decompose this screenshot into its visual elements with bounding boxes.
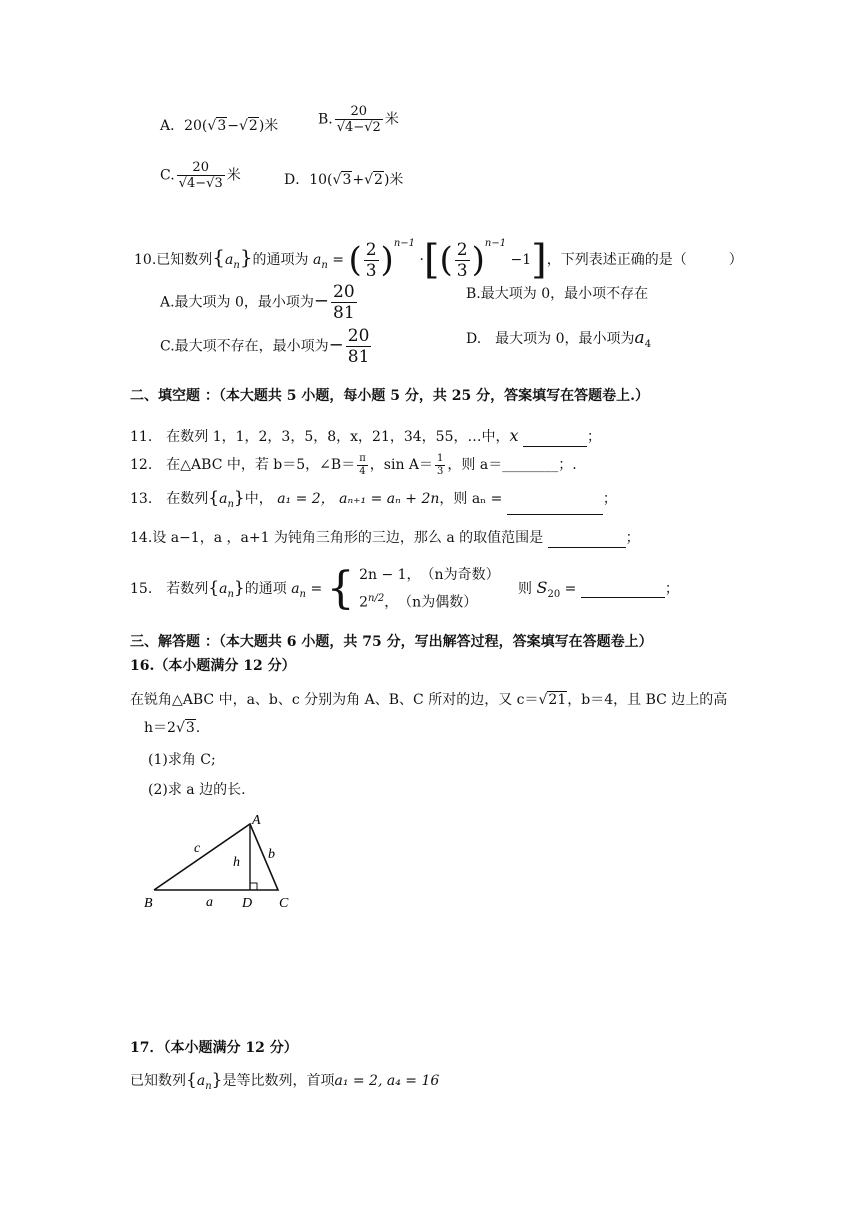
q15-answer-blank[interactable] bbox=[581, 581, 665, 598]
section-3-heading: 三、解答题 ：（本大题共 6 小题，共 75 分，写出解答过程，答案填写在答题卷上） bbox=[130, 634, 653, 650]
q9-option-c: C. $\frac{20}{√4-√3}$ 米 bbox=[160, 160, 241, 191]
label-vertex-b: B bbox=[144, 896, 153, 911]
q17-title: 17．（本小题满分 12 分） bbox=[130, 1040, 298, 1056]
q16-sub2: (2)求 a 边的长. bbox=[148, 782, 246, 798]
q16-line1: 在锐角△ABC 中，a、b、c 分别为角 A、B、C 所对的边，又 c＝√21，b＝4，且 BC 边上的高 bbox=[130, 692, 728, 708]
q16-line2: h＝2√3. bbox=[144, 720, 201, 736]
q12: 12. 在△ABC 中，若 b＝5，∠B＝ $\frac{\pi}{4}$ ，sin A＝ $\frac{1}{3}$ ，则 a＝________；. bbox=[130, 452, 577, 477]
q16-sub1: (1)求角 C; bbox=[148, 752, 216, 768]
q10-option-a: A.最大项为 0，最小项为− $\frac{20}{81}$ bbox=[160, 282, 355, 323]
q13-answer-blank[interactable] bbox=[507, 498, 603, 515]
q11-answer-blank[interactable] bbox=[523, 430, 587, 447]
label-vertex-d: D bbox=[242, 896, 253, 911]
q15: 15. 若数列$\{a_n\}$的通项 $a_n$ = { 2n − 1， （n为奇数） $2^{n/2}$， （n为偶数） 则 $S_{20}$ = ； bbox=[130, 563, 679, 614]
q10-option-b: B.最大项为 0，最小项不存在 bbox=[466, 286, 649, 302]
label-vertex-a: A bbox=[252, 813, 261, 828]
q10-option-d: D. 最大项为 0，最小项为$a_4$ bbox=[466, 328, 652, 350]
q9-option-d: D．10(√3+√2)米 bbox=[284, 172, 404, 188]
q11: 11. 在数列 1，1，2，3，5，8，x，21，34，55，…中，x ； bbox=[130, 426, 601, 445]
label-side-a: a bbox=[206, 895, 213, 910]
q9-option-b: B. $\frac{20}{√4-√2}$ 米 bbox=[318, 104, 399, 135]
q13: 13. 在数列$\{a_n\}$中， a₁ = 2， aₙ₊₁ = aₙ + 2n，则 aₙ = ； bbox=[130, 488, 617, 515]
label-side-b: b bbox=[268, 847, 275, 862]
q10-stem: 10.已知数列$\{a_n\}$的通项为 $a_n$ = ( $\frac{2}{3}$ )$^{n-1}$ ·[( $\frac{2}{3}$ )$^{n-1}$ −1]，下列表述正确的是（ ） bbox=[134, 237, 743, 283]
label-side-c: c bbox=[194, 841, 201, 856]
label-vertex-c: C bbox=[279, 896, 289, 911]
q17-line: 已知数列$\{a_n\}$是等比数列，首项a₁ = 2, a₄ = 16 bbox=[130, 1070, 440, 1092]
q16-title: 16.（本小题满分 12 分） bbox=[130, 658, 296, 674]
label-altitude-h: h bbox=[233, 855, 240, 870]
q14: 14.设 a−1，a ，a+1 为钝角三角形的三边，那么 a 的取值范围是 ； bbox=[130, 530, 640, 546]
section-2-heading: 二、填空题 ：（本大题共 5 小题，每小题 5 分，共 25 分，答案填写在答题卷上.） bbox=[130, 388, 649, 404]
q14-answer-blank[interactable] bbox=[548, 531, 626, 548]
triangle-outline bbox=[154, 824, 278, 890]
right-angle-marker bbox=[250, 883, 257, 890]
q9-option-a: A．20(√3−√2)米 bbox=[160, 118, 279, 134]
triangle-figure bbox=[142, 812, 312, 912]
q10-option-c: C.最大项不存在，最小项为− $\frac{20}{81}$ bbox=[160, 326, 370, 367]
